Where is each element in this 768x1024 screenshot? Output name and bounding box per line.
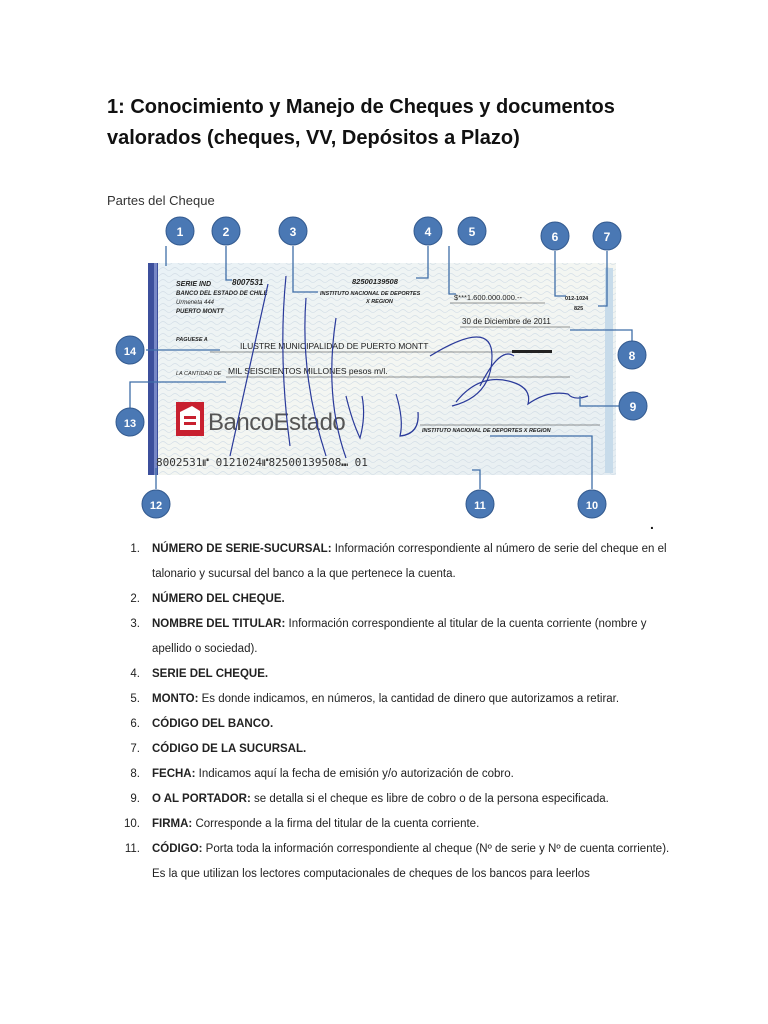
check-diagram: [100, 206, 660, 526]
logo-text: BancoEstado: [208, 409, 346, 436]
check-number: 82500139508: [352, 277, 398, 286]
micr-line: 8002531⑈ 0121024⑈82500139508⑉ 01: [156, 456, 368, 469]
bank-code: 012-1024: [565, 296, 589, 302]
serie-value: 8007531: [232, 278, 264, 287]
callout-12: [142, 490, 170, 518]
svg-text:8: 8: [628, 349, 636, 363]
svg-text:3: 3: [289, 225, 297, 239]
svg-text:11: 11: [474, 500, 486, 512]
callout-5: [458, 217, 486, 245]
callout-14: [116, 336, 144, 364]
list-item: 3. NOMBRE DEL TITULAR: Información correspondiente al titular de la cuenta corriente (nombre y apellido o sociedad).: [130, 618, 647, 655]
svg-text:9: 9: [629, 400, 637, 414]
check-date: 30 de Diciembre de 2011: [462, 317, 551, 326]
holder-name-2: X REGION: [366, 299, 393, 305]
list-item: 4. SERIE DEL CHEQUE.: [130, 668, 269, 680]
list-item: 1. NÚMERO DE SERIE-SUCURSAL: Información correspondiente al número de serie del cheque en el talonario y sucursal del banco a la que pertenece la cuenta.: [130, 543, 667, 580]
address-line-1: Urmeneta 444: [176, 300, 215, 306]
callout-7: [593, 222, 621, 250]
callout-3: [279, 217, 307, 245]
callout-8: [618, 341, 646, 369]
callout-13: [116, 408, 144, 436]
list-item: 8. FECHA: Indicamos aquí la fecha de emisión y/o autorización de cobro.: [130, 768, 514, 780]
amount-words: MIL SEISCIENTOS MILLONES pesos m/l.: [228, 366, 388, 376]
amount-label: LA CANTIDAD DE: [176, 371, 222, 377]
pay-to-label: PAGUESE A: [176, 337, 208, 343]
amount-figures: $***1.600.000.000.--: [454, 293, 522, 302]
svg-text:2: 2: [222, 225, 230, 239]
address-line-2: PUERTO MONTT: [176, 309, 224, 315]
callout-6: [541, 222, 569, 250]
svg-text:12: 12: [149, 500, 163, 512]
check-parts-list: [100, 537, 680, 887]
list-item: 6. CÓDIGO DEL BANCO.: [130, 718, 274, 730]
section-subtitle: Partes del Cheque: [107, 193, 215, 208]
callout-10: [578, 490, 606, 518]
pay-to-value: ILUSTRE MUNICIPALIDAD DE PUERTO MONTT: [240, 341, 429, 351]
page-title: 1: Conocimiento y Manejo de Cheques y documentos valorados (cheques, VV, Depósitos a Plazo): [107, 96, 615, 149]
svg-text:13: 13: [123, 418, 137, 430]
callout-1: [166, 217, 194, 245]
list-item: 2. NÚMERO DEL CHEQUE.: [130, 593, 285, 605]
signature-holder: INSTITUTO NACIONAL DE DEPORTES X REGION: [422, 428, 551, 434]
svg-text:14: 14: [123, 346, 137, 358]
branch-code: 825: [574, 306, 584, 312]
bank-name: BANCO DEL ESTADO DE CHILE: [176, 291, 268, 297]
callout-9: [619, 392, 647, 420]
callout-4: [414, 217, 442, 245]
serie-label: SERIE IND: [176, 281, 212, 288]
holder-name-1: INSTITUTO NACIONAL DE DEPORTES: [320, 291, 421, 297]
svg-text:4: 4: [424, 225, 432, 239]
svg-text:10: 10: [585, 500, 599, 512]
svg-text:6: 6: [551, 230, 559, 244]
list-item: 10. FIRMA: Corresponde a la firma del titular de la cuenta corriente.: [124, 818, 480, 830]
list-item: 11. CÓDIGO: Porta toda la información correspondiente al cheque (Nº de serie y Nº de cuenta corriente). Es la que utilizan los lectores computacionales de cheques de los bancos para leerlos: [124, 843, 670, 880]
list-item: 5. MONTO: Es donde indicamos, en números, la cantidad de dinero que autorizamos a retirar.: [130, 693, 620, 705]
svg-text:5: 5: [468, 225, 476, 239]
check-image: [148, 263, 616, 475]
callout-2: [212, 217, 240, 245]
svg-text:1: 1: [176, 225, 184, 239]
stray-dot: .: [650, 516, 654, 532]
svg-text:7: 7: [603, 230, 611, 244]
list-item: 7. CÓDIGO DE LA SUCURSAL.: [130, 743, 307, 755]
list-item: 9. O AL PORTADOR: se detalla si el cheque es libre de cobro o de la persona especificada.: [130, 793, 609, 805]
callout-11: [466, 490, 494, 518]
